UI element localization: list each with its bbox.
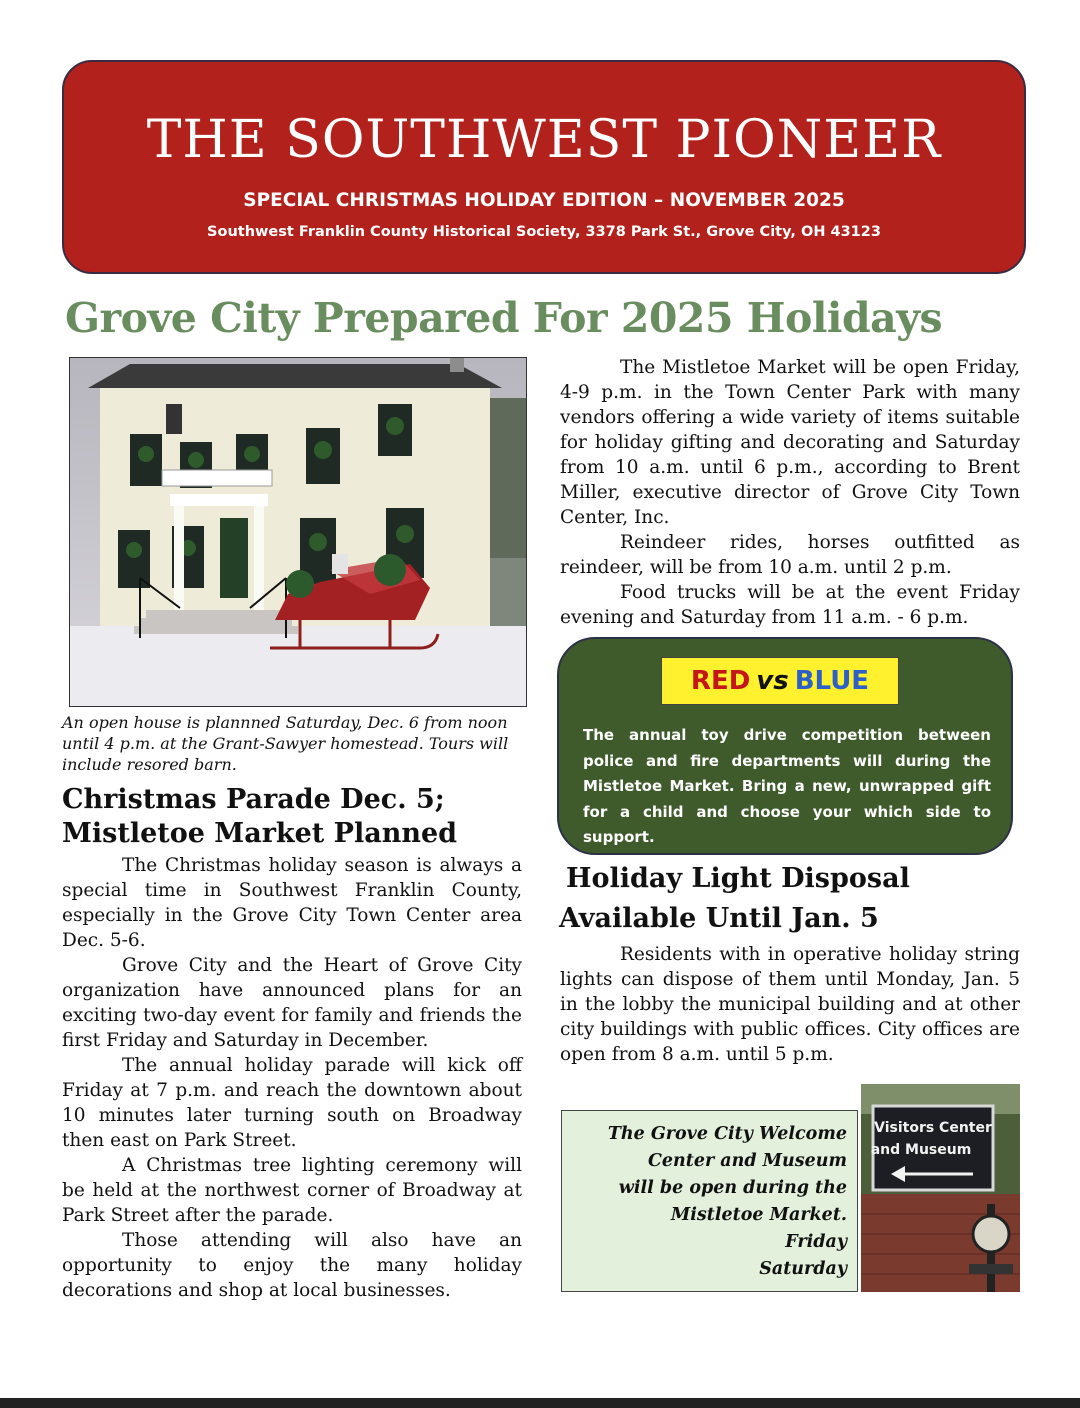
welcome-line: will be open during the xyxy=(618,1178,847,1198)
parade-headline xyxy=(62,783,457,851)
organization-line: Southwest Franklin County Historical Society, 3378 Park St., Grove City, OH 43123 xyxy=(207,224,881,240)
main-headline: Grove City Prepared For 2025 Holidays xyxy=(65,294,943,342)
light-headline-line2: Available Until Jan. 5 xyxy=(559,903,879,934)
red-word: RED xyxy=(690,666,751,696)
homestead-photo xyxy=(69,357,527,707)
homestead-illustration xyxy=(70,358,527,707)
parade-headline-line1: Christmas Parade Dec. 5; xyxy=(62,784,445,815)
vs-word: vs xyxy=(756,666,789,696)
photo-caption: An open house is plannned Saturday, Dec. 6 from noon until 4 p.m. at the Grant-Sawyer homestead. Tours will include resored barn. xyxy=(62,713,509,774)
parade-paragraph: Those attending will also have an opportunity to enjoy the many holiday decorations and shop at local businesses. xyxy=(62,1230,522,1301)
parade-paragraph: Grove City and the Heart of Grove City organization have announced plans for an exciting two-day event for family and friends the first Friday and Saturday in December. xyxy=(62,955,522,1051)
light-story-body xyxy=(560,942,1020,1067)
masthead xyxy=(62,60,1026,274)
welcome-line: Mistletoe Market. xyxy=(670,1205,847,1225)
parade-paragraph: A Christmas tree lighting ceremony will be held at the northwest corner of Broadway at Park Street after the parade. xyxy=(62,1155,522,1226)
light-headline-line1: Holiday Light Disposal xyxy=(566,863,910,894)
market-paragraph: Reindeer rides, horses outfitted as reindeer, will be from 10 a.m. until 2 p.m. xyxy=(560,532,1020,578)
page-bottom-bar xyxy=(0,1398,1080,1408)
newspaper-title: THE SOUTHWEST PIONEER xyxy=(146,110,942,170)
welcome-line: Center and Museum xyxy=(647,1151,847,1171)
parade-paragraph: The annual holiday parade will kick off Friday at 7 p.m. and reach the downtown about 10 minutes later turning south on Broadway then east on Park Street. xyxy=(62,1055,522,1151)
welcome-line: Saturday xyxy=(759,1259,847,1279)
red-vs-blue-box xyxy=(557,637,1013,855)
visitors-center-sign-photo xyxy=(861,1084,1020,1292)
toy-drive-text: The annual toy drive competition between police and fire departments will during the Mistletoe Market. Bring a new, unwrapped gift for a child and choose your which side to support. xyxy=(583,726,991,846)
red-vs-blue-label xyxy=(661,657,899,705)
sign-line-2: and Museum xyxy=(870,1142,972,1158)
market-paragraph: The Mistletoe Market will be open Friday, 4-9 p.m. in the Town Center Park with many vendors offering a wide variety of items suitable for holiday gifting and decorating and Saturday from 10 a.m. until 6 p.m., according to Brent Miller, executive director of Grove City Town Center, Inc. xyxy=(560,357,1020,528)
parade-story-body xyxy=(62,853,522,1303)
blue-word: BLUE xyxy=(794,666,870,696)
edition-line: SPECIAL CHRISTMAS HOLIDAY EDITION – NOVEMBER 2025 xyxy=(243,190,845,211)
sign-line-1: Visitors Center xyxy=(874,1120,992,1136)
parade-headline-line2: Mistletoe Market Planned xyxy=(62,818,458,849)
welcome-line: Friday xyxy=(785,1232,847,1252)
light-disposal-headline xyxy=(566,862,910,896)
market-paragraph: Food trucks will be at the event Friday evening and Saturday from 11 a.m. - 6 p.m. xyxy=(560,582,1020,628)
market-story-body xyxy=(560,355,1020,630)
sign-illustration xyxy=(861,1084,1020,1292)
parade-paragraph: The Christmas holiday season is always a special time in Southwest Franklin County, especially in the Grove City Town Center area Dec. 5-6. xyxy=(62,855,522,951)
light-disposal-headline-2 xyxy=(559,902,879,936)
welcome-center-box xyxy=(561,1110,858,1292)
welcome-line: The Grove City Welcome xyxy=(607,1124,847,1144)
light-paragraph: Residents with in operative holiday string lights can dispose of them until Monday, Jan. 5 in the lobby the municipal building and at other city buildings with public offices. City offices are open from 8 a.m. until 5 p.m. xyxy=(560,944,1020,1065)
